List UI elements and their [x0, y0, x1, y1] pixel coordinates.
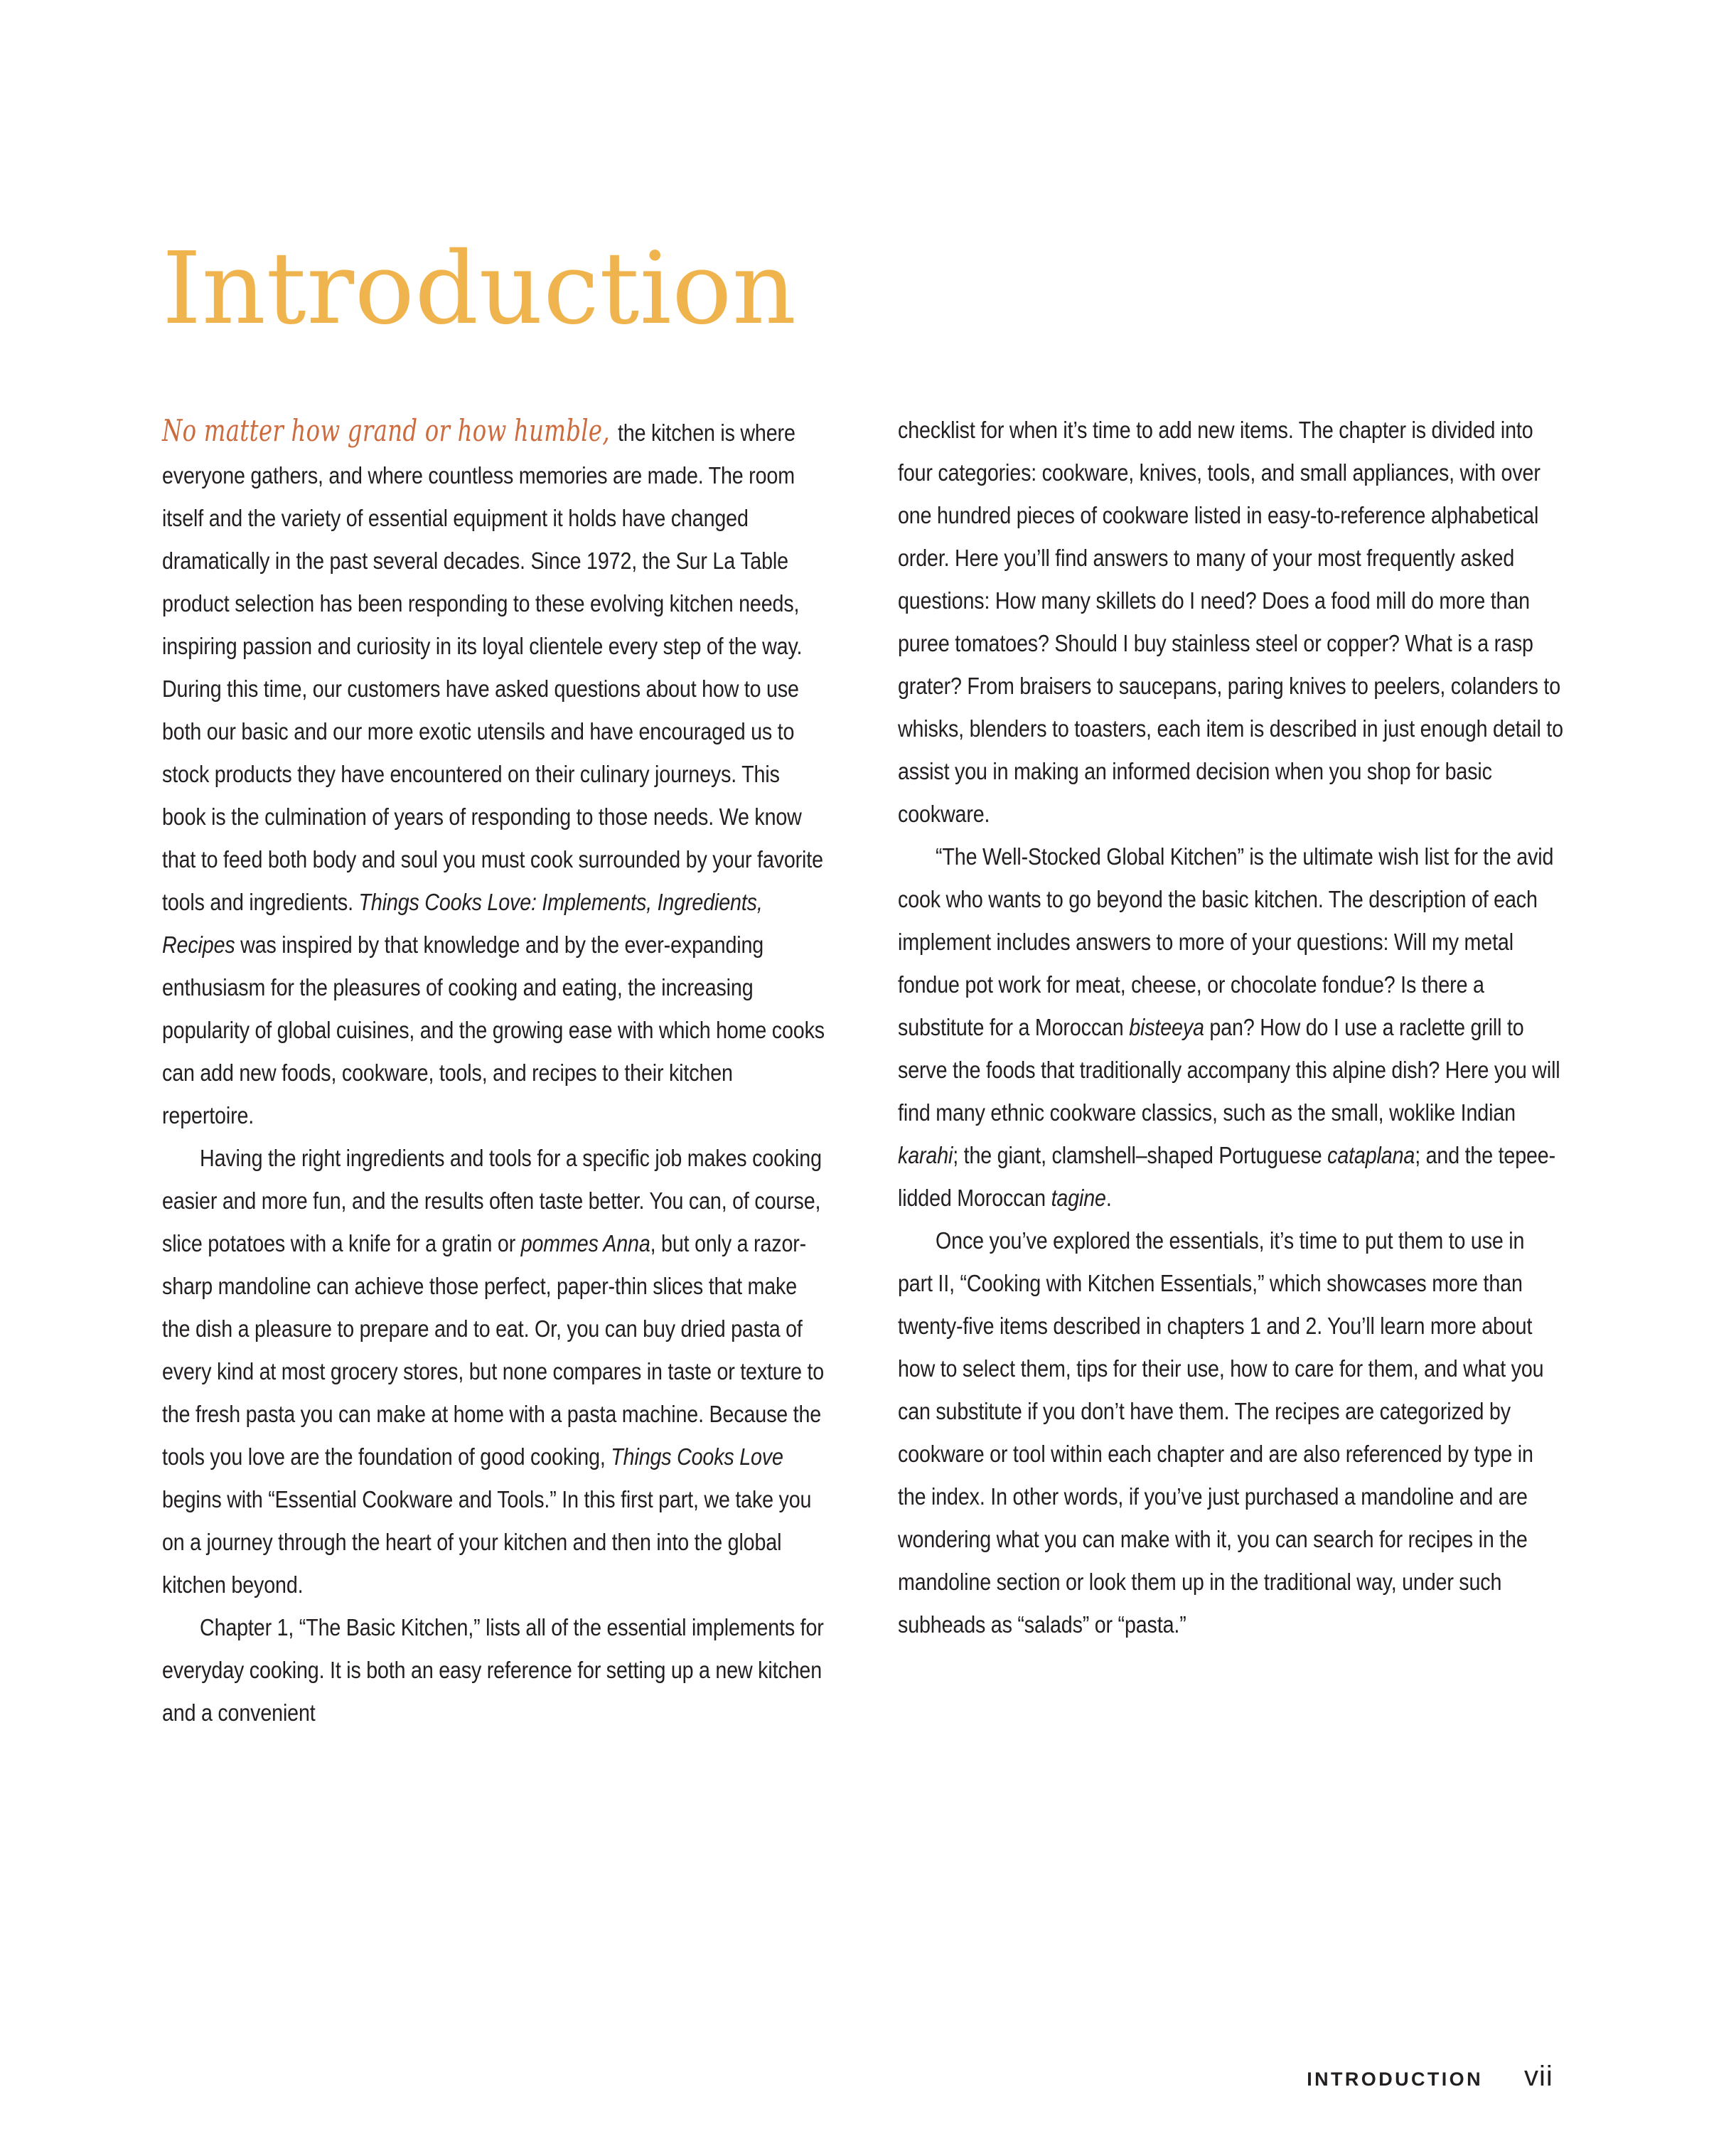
paragraph	[162, 1607, 828, 1735]
paragraph	[898, 836, 1564, 1220]
body-text: Once you’ve explored the essentials, it’s time to put them to use in part II, “Cooking with Kitchen Essentials,” which showcases more than twenty-five items described in chapters 1 and 2. You’ll learn more about how to select them, tips for their use, how to care for them, and what you can substitute if you don’t have them. The recipes are categorized by cookware or tool within each chapter and are also referenced by type in the index. In other words, if you’ve just purchased a mandoline and are wondering what you can make with it, you can search for recipes in the mandoline section or look them up in the traditional way, under such subheads as “salads” or “pasta.”	[898, 1228, 1544, 1638]
body-text: Having the right ingredients and tools for a specific job makes cooking easier and more fun, and the results often taste better. You can, of course, slice potatoes with a knife for a gratin or	[162, 1146, 822, 1257]
paragraph	[162, 410, 828, 1138]
page-number: vii	[1524, 2061, 1553, 2092]
body-text: ; the giant, clamshell–shaped Portuguese	[953, 1143, 1328, 1169]
italic-term: cataplana	[1327, 1143, 1415, 1169]
body-text: was inspired by that knowledge and by the ever-expanding enthusiasm for the pleasures of cooking and eating, the increasing popularity of global cuisines, and the growing ease with which home cooks can add new foods, cookware, tools, and recipes to their kitchen repertoire.	[162, 932, 825, 1129]
running-head: INTRODUCTION	[1307, 2068, 1483, 2090]
body-text: pan? How do I use a raclette grill to serve the foods that traditionally accompany this alpine dish? Here you will find many ethnic cookware classics, such as the small, woklike Indian	[898, 1015, 1560, 1126]
body-text: the kitchen is where everyone gathers, and where countless memories are made. The room itself and the variety of essential equipment it holds have changed dramatically in the past several decades. Since 1972, the Sur La Table product selection has been responding to these evolving kitchen needs, inspiring passion and curiosity in its loyal clientele every step of the way. During this time, our customers have asked questions about how to use both our basic and our more exotic utensils and have encouraged us to stock products they have encountered on their culinary journeys. This book is the culmination of years of responding to those needs. We know that to feed both body and soul you must cook surrounded by your favorite tools and ingredients.	[162, 420, 823, 916]
italic-term: Things Cooks Love: Implements, Ingredients, Recipes	[162, 890, 763, 959]
page-title: Introduction	[162, 230, 797, 347]
left-column	[162, 410, 828, 1735]
right-column	[898, 410, 1564, 1735]
italic-term: tagine	[1051, 1185, 1106, 1212]
italic-term: bisteeya	[1129, 1015, 1204, 1041]
lead-in-script-text: No matter how grand or how humble,	[162, 413, 610, 448]
body-text: .	[1105, 1185, 1112, 1212]
body-text: “The Well-Stocked Global Kitchen” is the ultimate wish list for the avid cook who wants to go beyond the basic kitchen. The description of each implement includes answers to more of your questions: Will my metal fondue pot work for meat, cheese, or chocolate fondue? Is there a substitute for a Moroccan	[898, 844, 1554, 1041]
italic-term: karahi	[898, 1143, 953, 1169]
paragraph	[898, 1220, 1564, 1647]
italic-term: pommes Anna	[520, 1231, 650, 1257]
body-text: checklist for when it’s time to add new items. The chapter is divided into four categories: cookware, knives, tools, and small appliances, with over one hundred pieces of cookware listed in easy-to-reference alphabetical order. Here you’ll find answers to many of your most frequently asked questions: How many skillets do I need? Does a food mill do more than puree tomatoes? Should I buy stainless steel or copper? What is a rasp grater? From braisers to saucepans, paring knives to peelers, colanders to whisks, blenders to toasters, each item is described in just enough detail to assist you in making an informed decision when you shop for basic cookware.	[898, 417, 1563, 828]
paragraph	[162, 1138, 828, 1607]
page-footer	[162, 2061, 1574, 2093]
paragraph	[898, 410, 1564, 836]
body-text: , but only a razor-sharp mandoline can achieve those perfect, paper-thin slices that make the dish a pleasure to prepare and to eat. Or, you can buy dried pasta of every kind at most grocery stores, but none compares in taste or texture to the fresh pasta you can make at home with a pasta machine. Because the tools you love are the foundation of good cooking,	[162, 1231, 825, 1470]
italic-term: Things Cooks Love	[611, 1444, 783, 1470]
body-text: Chapter 1, “The Basic Kitchen,” lists all of the essential implements for everyday cooking. It is both an easy reference for setting up a new kitchen and a convenient	[162, 1615, 824, 1726]
body-text: begins with “Essential Cookware and Tools.” In this first part, we take you on a journey through the heart of your kitchen and then into the global kitchen beyond.	[162, 1487, 812, 1598]
body-text: ; and the tepee-lidded Moroccan	[898, 1143, 1556, 1212]
body-columns	[162, 410, 1564, 1735]
